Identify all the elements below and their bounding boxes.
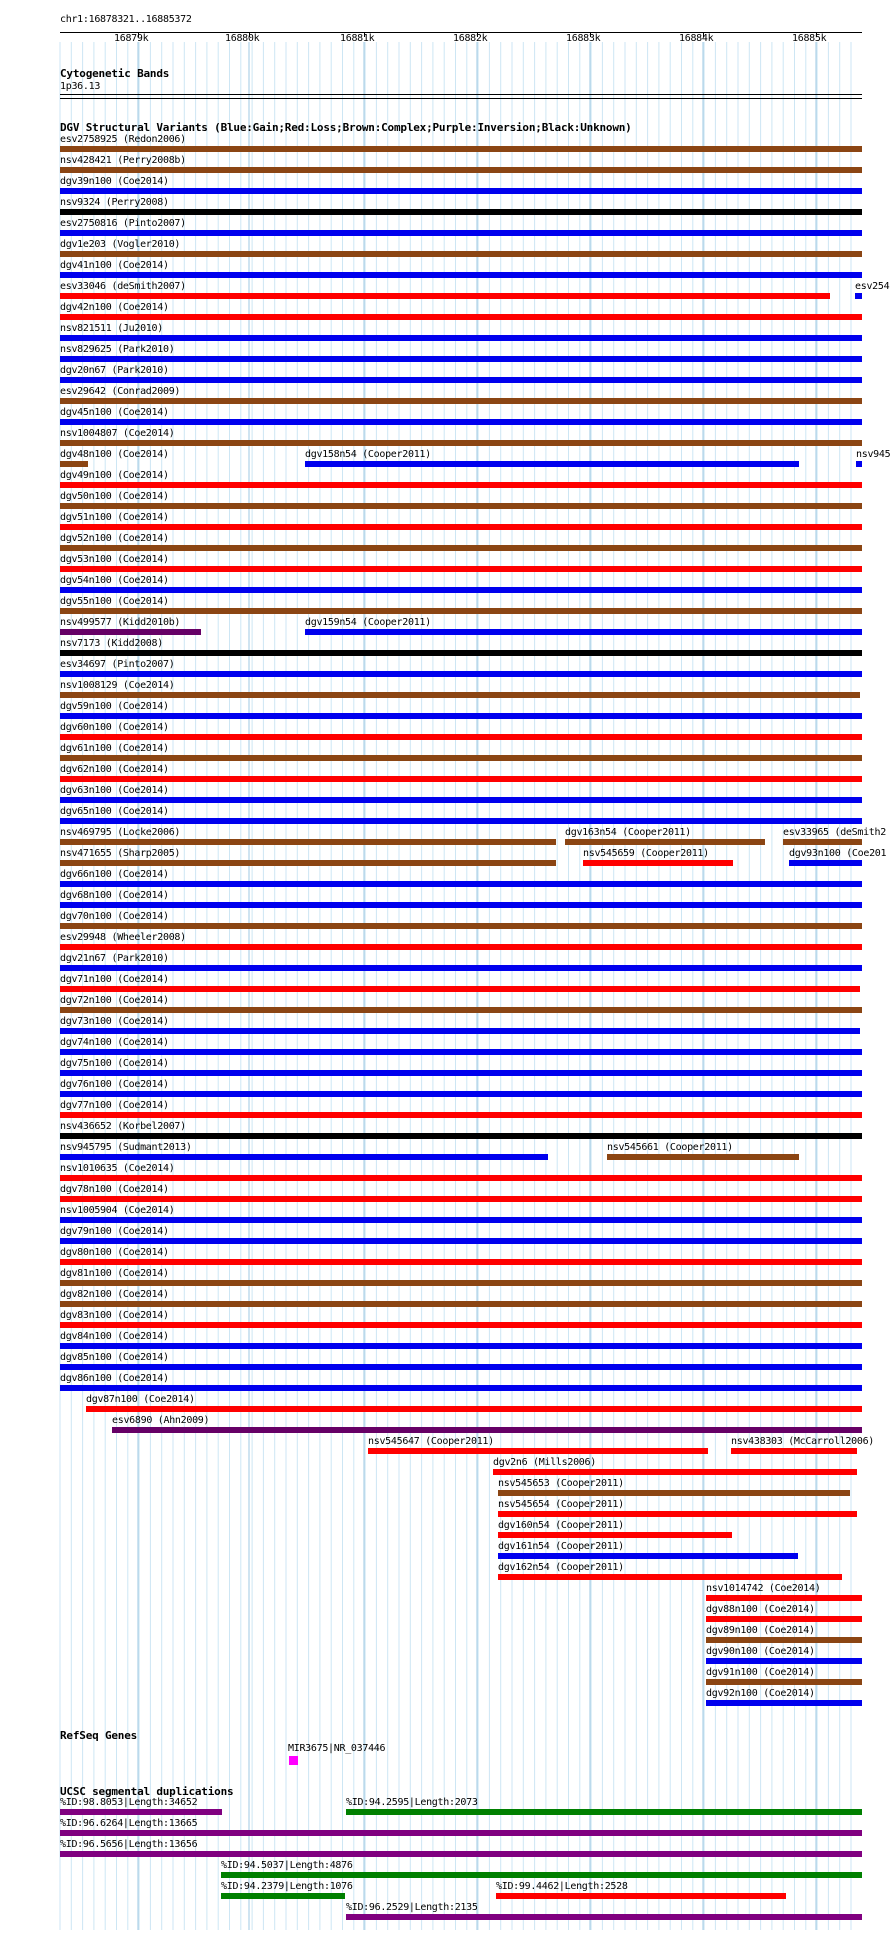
variant-label: dgv79n100 (Coe2014) — [60, 1226, 169, 1237]
segdup-label: %ID:94.5037|Length:4876 — [221, 1860, 353, 1871]
variant-label: dgv80n100 (Coe2014) — [60, 1247, 169, 1258]
variant-feature-gain[interactable] — [498, 1553, 798, 1559]
variant-feature-inversion[interactable] — [60, 629, 201, 635]
variant-label: dgv161n54 (Cooper2011) — [498, 1541, 624, 1552]
variant-feature-loss[interactable] — [60, 1259, 862, 1265]
variant-feature-loss[interactable] — [60, 482, 862, 488]
variant-feature-complex[interactable] — [60, 860, 556, 866]
variant-feature-complex[interactable] — [60, 608, 862, 614]
variant-feature-loss[interactable] — [60, 1175, 862, 1181]
variant-feature-gain[interactable] — [60, 377, 862, 383]
variant-feature-gain[interactable] — [60, 1049, 862, 1055]
track-title: UCSC segmental duplications — [60, 1785, 234, 1798]
variant-feature-gain[interactable] — [60, 797, 862, 803]
variant-feature-loss[interactable] — [498, 1511, 857, 1517]
variant-label: nsv829625 (Park2010) — [60, 344, 175, 355]
ruler-label: 16885k — [792, 33, 827, 44]
variant-feature-gain[interactable] — [60, 1343, 862, 1349]
segdup-feature[interactable] — [60, 1851, 862, 1857]
variant-feature-loss[interactable] — [60, 566, 862, 572]
variant-feature-gain[interactable] — [60, 1238, 862, 1244]
variant-label: dgv63n100 (Coe2014) — [60, 785, 169, 796]
unknown-variant-feature[interactable] — [60, 1135, 862, 1136]
variant-label: nsv428421 (Perry2008b) — [60, 155, 186, 166]
variant-label: dgv50n100 (Coe2014) — [60, 491, 169, 502]
variant-label: dgv89n100 (Coe2014) — [706, 1625, 815, 1636]
segdup-label: %ID:94.2595|Length:2073 — [346, 1797, 478, 1808]
variant-feature-gain[interactable] — [60, 335, 862, 341]
ruler-label: 16883k — [566, 33, 601, 44]
variant-label: dgv39n100 (Coe2014) — [60, 176, 169, 187]
variant-label: nsv545661 (Cooper2011) — [607, 1142, 733, 1153]
ruler-label: 16884k — [679, 33, 714, 44]
variant-label: dgv49n100 (Coe2014) — [60, 470, 169, 481]
variant-feature-complex[interactable] — [60, 839, 556, 845]
variant-feature-gain[interactable] — [60, 881, 862, 887]
variant-label: dgv48n100 (Coe2014) — [60, 449, 169, 460]
variant-label: esv254 — [855, 281, 890, 292]
variant-feature-loss[interactable] — [368, 1448, 708, 1454]
variant-label: dgv73n100 (Coe2014) — [60, 1016, 169, 1027]
cytoband-line — [60, 94, 862, 95]
variant-feature-loss[interactable] — [706, 1595, 862, 1601]
variant-feature-loss[interactable] — [60, 734, 862, 740]
variant-feature-complex[interactable] — [60, 755, 862, 761]
variant-label: dgv68n100 (Coe2014) — [60, 890, 169, 901]
variant-label: dgv81n100 (Coe2014) — [60, 1268, 169, 1279]
variant-feature-complex[interactable] — [60, 146, 862, 152]
variant-label: dgv2n6 (Mills2006) — [493, 1457, 596, 1468]
segdup-label: %ID:99.4462|Length:2528 — [496, 1881, 628, 1892]
variant-feature-complex[interactable] — [60, 1301, 862, 1307]
variant-feature-gain[interactable] — [789, 860, 862, 866]
variant-feature-gain[interactable] — [60, 1217, 862, 1223]
variant-label: dgv84n100 (Coe2014) — [60, 1331, 169, 1342]
variant-label: dgv88n100 (Coe2014) — [706, 1604, 815, 1615]
variant-feature-loss[interactable] — [731, 1448, 857, 1454]
variant-feature-complex[interactable] — [706, 1637, 862, 1643]
track-title: Cytogenetic Bands — [60, 67, 170, 80]
variant-label: nsv438303 (McCarroll2006) — [731, 1436, 875, 1447]
variant-label: dgv53n100 (Coe2014) — [60, 554, 169, 565]
unknown-variant-feature[interactable] — [60, 652, 862, 653]
variant-label: nsv1008129 (Coe2014) — [60, 680, 175, 691]
variant-feature-loss[interactable] — [60, 1112, 862, 1118]
variant-feature-gain[interactable] — [60, 419, 862, 425]
variant-feature-gain[interactable] — [60, 713, 862, 719]
variant-feature-complex[interactable] — [60, 545, 862, 551]
variant-feature-gain[interactable] — [60, 1364, 862, 1370]
variant-feature-inversion[interactable] — [112, 1427, 862, 1433]
variant-feature-loss[interactable] — [60, 986, 860, 992]
variant-feature-complex[interactable] — [60, 1280, 862, 1286]
variant-label: nsv1004807 (Coe2014) — [60, 428, 175, 439]
variant-feature-loss[interactable] — [498, 1574, 842, 1580]
variant-feature-gain[interactable] — [60, 587, 862, 593]
variant-feature-gain[interactable] — [706, 1700, 862, 1706]
variant-label: nsv471655 (Sharp2005) — [60, 848, 181, 859]
variant-label: dgv159n54 (Cooper2011) — [305, 617, 431, 628]
variant-label: dgv20n67 (Park2010) — [60, 365, 169, 376]
variant-label: dgv1e203 (Vogler2010) — [60, 239, 181, 250]
variant-label: dgv60n100 (Coe2014) — [60, 722, 169, 733]
variant-label: dgv62n100 (Coe2014) — [60, 764, 169, 775]
unknown-variant-feature[interactable] — [60, 211, 862, 212]
variant-feature-gain[interactable] — [60, 188, 862, 194]
variant-feature-complex[interactable] — [60, 923, 862, 929]
variant-feature-gain[interactable] — [60, 356, 862, 362]
segdup-label: %ID:96.2529|Length:2135 — [346, 1902, 478, 1913]
segdup-feature[interactable] — [221, 1872, 862, 1878]
variant-feature-complex[interactable] — [60, 251, 862, 257]
ruler-label: 16880k — [225, 33, 260, 44]
ruler-label: 16882k — [453, 33, 488, 44]
variant-feature-complex[interactable] — [60, 1007, 862, 1013]
variant-label: dgv59n100 (Coe2014) — [60, 701, 169, 712]
variant-label: dgv61n100 (Coe2014) — [60, 743, 169, 754]
variant-feature-complex[interactable] — [706, 1679, 862, 1685]
segdup-feature[interactable] — [60, 1830, 862, 1836]
variant-label: dgv78n100 (Coe2014) — [60, 1184, 169, 1195]
variant-feature-loss[interactable] — [60, 314, 862, 320]
variant-feature-gain[interactable] — [60, 1091, 862, 1097]
variant-feature-gain[interactable] — [60, 902, 862, 908]
variant-feature-loss[interactable] — [60, 293, 830, 299]
variant-label: dgv158n54 (Cooper2011) — [305, 449, 431, 460]
cytoband-label: 1p36.13 — [60, 81, 101, 92]
segdup-feature[interactable] — [496, 1893, 786, 1899]
variant-feature-gain[interactable] — [60, 965, 862, 971]
variant-label: dgv83n100 (Coe2014) — [60, 1310, 169, 1321]
coordinate-label: chr1:16878321..16885372 — [60, 14, 192, 25]
variant-feature-gain[interactable] — [706, 1658, 862, 1664]
variant-label: dgv42n100 (Coe2014) — [60, 302, 169, 313]
variant-feature-loss[interactable] — [498, 1532, 732, 1538]
variant-label: nsv469795 (Locke2006) — [60, 827, 181, 838]
variant-feature-complex[interactable] — [498, 1490, 850, 1496]
variant-label: dgv76n100 (Coe2014) — [60, 1079, 169, 1090]
variant-label: dgv70n100 (Coe2014) — [60, 911, 169, 922]
variant-label: dgv85n100 (Coe2014) — [60, 1352, 169, 1363]
variant-label: esv2750816 (Pinto2007) — [60, 218, 186, 229]
variant-label: dgv65n100 (Coe2014) — [60, 806, 169, 817]
variant-feature-loss[interactable] — [60, 944, 862, 950]
variant-feature-gain[interactable] — [305, 461, 799, 467]
variant-feature-loss[interactable] — [583, 860, 733, 866]
variant-feature-gain[interactable] — [60, 272, 862, 278]
variant-label: dgv41n100 (Coe2014) — [60, 260, 169, 271]
variant-label: esv33965 (deSmith2 — [783, 827, 886, 838]
segdup-feature[interactable] — [346, 1914, 862, 1920]
variant-label: dgv75n100 (Coe2014) — [60, 1058, 169, 1069]
variant-label: nsv499577 (Kidd2010b) — [60, 617, 181, 628]
variant-feature-gain[interactable] — [60, 1385, 862, 1391]
segdup-feature[interactable] — [346, 1809, 862, 1815]
variant-label: dgv71n100 (Coe2014) — [60, 974, 169, 985]
variant-label: nsv7173 (Kidd2008) — [60, 638, 163, 649]
variant-label: dgv86n100 (Coe2014) — [60, 1373, 169, 1384]
variant-label: dgv51n100 (Coe2014) — [60, 512, 169, 523]
variant-feature-complex[interactable] — [607, 1154, 799, 1160]
variant-feature-gain[interactable] — [60, 1070, 862, 1076]
variant-feature-loss[interactable] — [60, 776, 862, 782]
variant-feature-loss[interactable] — [493, 1469, 857, 1475]
variant-label: esv33046 (deSmith2007) — [60, 281, 186, 292]
variant-label: nsv545647 (Cooper2011) — [368, 1436, 494, 1447]
variant-label: dgv66n100 (Coe2014) — [60, 869, 169, 880]
variant-label: dgv45n100 (Coe2014) — [60, 407, 169, 418]
variant-feature-complex[interactable] — [565, 839, 765, 845]
variant-feature-gain[interactable] — [60, 671, 862, 677]
segdup-feature[interactable] — [221, 1893, 345, 1899]
variant-feature-complex[interactable] — [60, 461, 88, 467]
variant-label: nsv436652 (Korbel2007) — [60, 1121, 186, 1132]
variant-label: esv29948 (Wheeler2008) — [60, 932, 186, 943]
gene-label: MIR3675|NR_037446 — [288, 1743, 386, 1754]
variant-label: dgv52n100 (Coe2014) — [60, 533, 169, 544]
variant-label: dgv74n100 (Coe2014) — [60, 1037, 169, 1048]
variant-label: dgv93n100 (Coe201 — [789, 848, 887, 859]
variant-label: dgv162n54 (Cooper2011) — [498, 1562, 624, 1573]
variant-feature-complex[interactable] — [783, 839, 862, 845]
variant-label: dgv21n67 (Park2010) — [60, 953, 169, 964]
gene-feature[interactable] — [289, 1756, 298, 1765]
variant-label: dgv87n100 (Coe2014) — [86, 1394, 195, 1405]
variant-label: esv34697 (Pinto2007) — [60, 659, 175, 670]
variant-feature-loss[interactable] — [60, 524, 862, 530]
segdup-feature[interactable] — [60, 1809, 222, 1815]
variant-feature-gain[interactable] — [855, 293, 862, 299]
variant-feature-gain[interactable] — [60, 818, 862, 824]
variant-label: dgv163n54 (Cooper2011) — [565, 827, 691, 838]
variant-feature-loss[interactable] — [60, 1322, 862, 1328]
variant-feature-unknown[interactable] — [60, 650, 862, 656]
variant-feature-gain[interactable] — [856, 461, 862, 467]
variant-feature-complex[interactable] — [60, 503, 862, 509]
variant-feature-loss[interactable] — [86, 1406, 862, 1412]
segdup-label: %ID:96.5656|Length:13656 — [60, 1839, 198, 1850]
variant-label: dgv54n100 (Coe2014) — [60, 575, 169, 586]
variant-label: nsv9324 (Perry2008) — [60, 197, 169, 208]
variant-label: nsv545653 (Cooper2011) — [498, 1478, 624, 1489]
segdup-label: %ID:94.2379|Length:1076 — [221, 1881, 353, 1892]
variant-feature-complex[interactable] — [60, 440, 862, 446]
variant-label: esv6890 (Ahn2009) — [112, 1415, 210, 1426]
variant-feature-complex[interactable] — [60, 167, 862, 173]
variant-label: nsv821511 (Ju2010) — [60, 323, 163, 334]
variant-feature-gain[interactable] — [60, 1028, 860, 1034]
variant-feature-gain[interactable] — [60, 1154, 548, 1160]
variant-feature-gain[interactable] — [60, 230, 862, 236]
ruler-label: 16879k — [114, 33, 149, 44]
variant-label: dgv92n100 (Coe2014) — [706, 1688, 815, 1699]
variant-label: dgv82n100 (Coe2014) — [60, 1289, 169, 1300]
variant-label: dgv160n54 (Cooper2011) — [498, 1520, 624, 1531]
track-title: RefSeq Genes — [60, 1729, 138, 1742]
variant-label: dgv55n100 (Coe2014) — [60, 596, 169, 607]
ruler-label: 16881k — [340, 33, 375, 44]
variant-label: nsv545654 (Cooper2011) — [498, 1499, 624, 1510]
variant-label: dgv72n100 (Coe2014) — [60, 995, 169, 1006]
variant-label: nsv1005904 (Coe2014) — [60, 1205, 175, 1216]
variant-feature-complex[interactable] — [60, 398, 862, 404]
variant-label: dgv90n100 (Coe2014) — [706, 1646, 815, 1657]
variant-feature-gain[interactable] — [305, 629, 862, 635]
variant-label: dgv77n100 (Coe2014) — [60, 1100, 169, 1111]
variant-label: nsv945 — [856, 449, 890, 460]
variant-label: dgv91n100 (Coe2014) — [706, 1667, 815, 1678]
variant-feature-complex[interactable] — [60, 692, 860, 698]
variant-feature-unknown[interactable] — [60, 209, 862, 215]
cytoband-line — [60, 98, 862, 99]
variant-label: nsv945795 (Sudmant2013) — [60, 1142, 192, 1153]
variant-feature-unknown[interactable] — [60, 1133, 862, 1139]
track-title: DGV Structural Variants (Blue:Gain;Red:Loss;Brown:Complex;Purple:Inversion;Black:Unknown) — [60, 121, 632, 134]
variant-label: esv2758925 (Redon2006) — [60, 134, 186, 145]
variant-label: nsv1014742 (Coe2014) — [706, 1583, 821, 1594]
variant-label: nsv545659 (Cooper2011) — [583, 848, 709, 859]
segdup-label: %ID:98.8053|Length:34652 — [60, 1797, 198, 1808]
variant-label: esv29642 (Conrad2009) — [60, 386, 181, 397]
variant-label: nsv1010635 (Coe2014) — [60, 1163, 175, 1174]
variant-feature-loss[interactable] — [60, 1196, 862, 1202]
segdup-label: %ID:96.6264|Length:13665 — [60, 1818, 198, 1829]
variant-feature-loss[interactable] — [706, 1616, 862, 1622]
